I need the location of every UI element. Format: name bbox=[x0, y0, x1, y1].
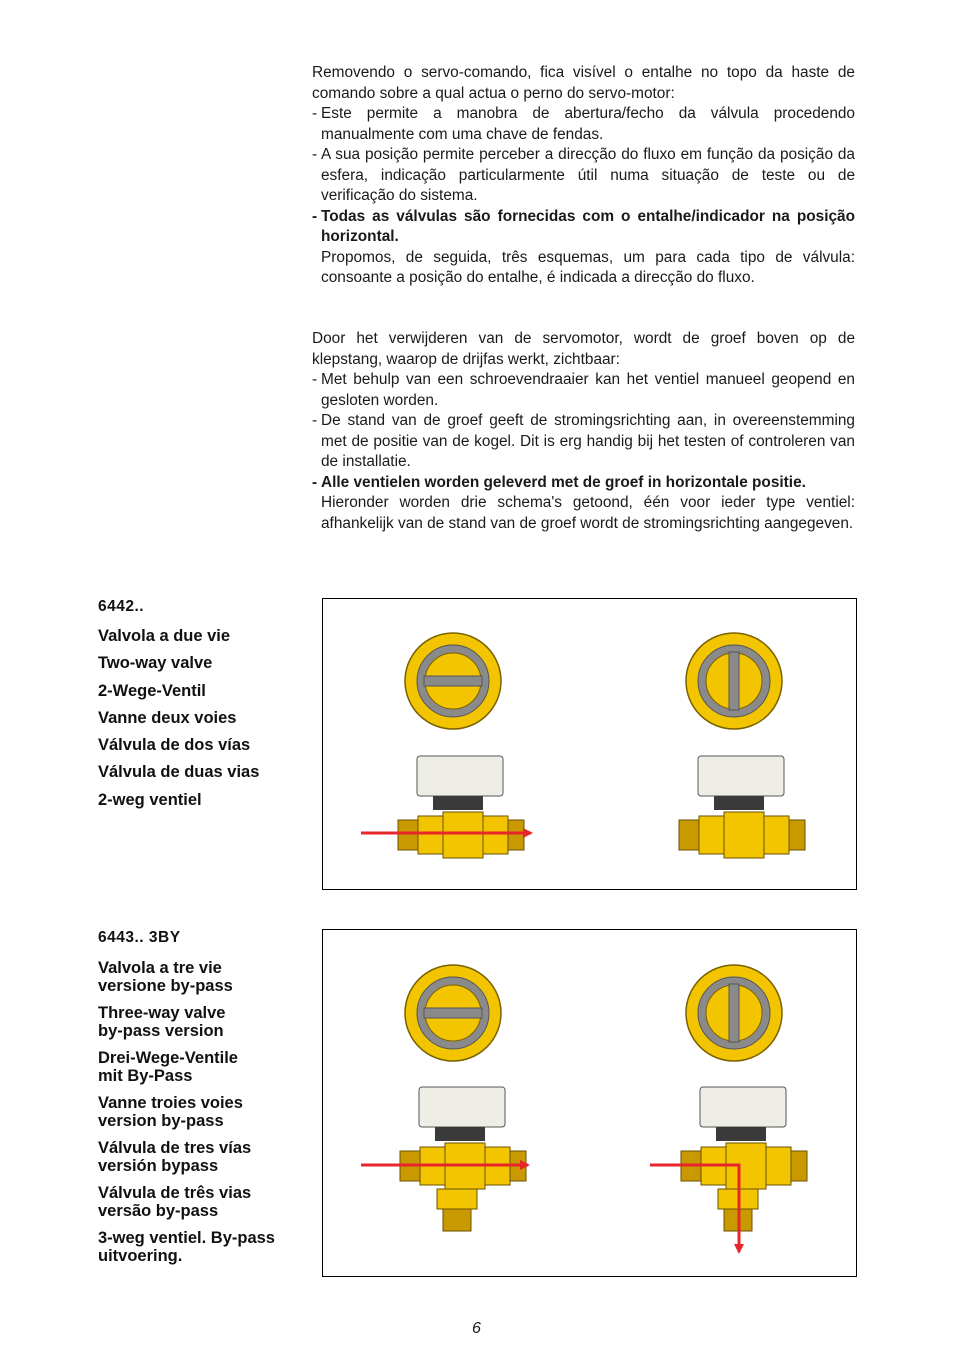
page-number: 6 bbox=[472, 1320, 481, 1337]
section-2-label: Valvola a tre vie versione by-pass bbox=[98, 959, 233, 995]
three-way-valve-bypass-icon bbox=[681, 1087, 807, 1231]
section-2-code: 6443.. 3BY bbox=[98, 929, 181, 946]
section-2-label: Vanne troies voies version by-pass bbox=[98, 1094, 243, 1130]
section-1-label: 2-Wege-Ventil bbox=[98, 681, 206, 700]
knob-slot-vertical-icon bbox=[686, 965, 782, 1061]
section-2-labels bbox=[98, 929, 313, 1265]
section-1-label: Válvula de dos vías bbox=[98, 736, 251, 755]
section-1-code: 6442.. bbox=[98, 598, 145, 615]
section-1-label: Two-way valve bbox=[98, 654, 213, 673]
nl-note: Hieronder worden drie schema's getoond, één voor ieder type ventiel: afhankelijk van de stand van de groef wordt de stromingsrichting aangegeven. bbox=[321, 494, 855, 532]
pt-note: Propomos, de seguida, três esquemas, um para cada tipo de válvula: consoante a posição do entalhe, é indicada a direcção do fluxo. bbox=[321, 248, 855, 286]
pt-bullet-1: - Este permite a manobra de abertura/fecho da válvula procedendo manualmente com uma chave de fendas. bbox=[312, 105, 855, 143]
knob-slot-horizontal-icon bbox=[405, 633, 501, 729]
nl-intro: Door het verwijderen van de servomotor, wordt de groef boven op de klepstang, waarop de drijfas werkt, zichtbaar: bbox=[312, 330, 855, 368]
nl-bullet-3: - Alle ventielen worden geleverd met de groef in horizontale positie. bbox=[312, 473, 806, 491]
pt-bullet-2: - A sua posição permite perceber a direcção do fluxo em função da posição da esfera, indicação particularmente útil numa situação de teste ou de verificação do sistema. bbox=[312, 146, 855, 204]
section-2-label: 3-weg ventiel. By-pass uitvoering. bbox=[98, 1229, 275, 1265]
nl-bullet-2: - De stand van de groef geeft de stromingsrichting aan, in overeenstemming met de positie van de kogel. Dit is erg handig bij het testen of controleren van de installatie. bbox=[312, 412, 855, 470]
section-2-label: Válvula de três vias versão by-pass bbox=[98, 1184, 252, 1220]
section-2-label: Three-way valve by-pass version bbox=[98, 1004, 226, 1040]
section-1-label: Válvula de duas vias bbox=[98, 763, 260, 782]
section-2-label: Drei-Wege-Ventile mit By-Pass bbox=[98, 1049, 238, 1085]
pt-intro: Removendo o servo-comando, fica visível o entalhe no topo da haste de comando sobre a qual actua o perno do servo-motor: bbox=[312, 64, 855, 102]
pt-text-block bbox=[312, 63, 855, 289]
section-2-label: Válvula de tres vías versión bypass bbox=[98, 1139, 252, 1175]
three-way-valve-straight-icon bbox=[400, 1087, 526, 1231]
section-1-label: Valvola a due vie bbox=[98, 627, 231, 645]
nl-text-block bbox=[312, 329, 855, 534]
knob-slot-vertical-icon bbox=[686, 633, 782, 729]
two-way-valve-closed-icon bbox=[679, 756, 805, 858]
two-way-valve-diagram bbox=[322, 598, 857, 890]
section-1-labels bbox=[98, 598, 313, 809]
nl-bullet-1: - Met behulp van een schroevendraaier kan het ventiel manueel geopend en gesloten worden. bbox=[312, 371, 855, 409]
two-way-valve-open-icon bbox=[398, 756, 524, 858]
knob-slot-horizontal-icon bbox=[405, 965, 501, 1061]
section-1-label: 2-weg ventiel bbox=[98, 790, 202, 809]
section-1-label: Vanne deux voies bbox=[98, 708, 237, 727]
three-way-valve-diagram bbox=[322, 929, 857, 1277]
pt-bullet-3: - Todas as válvulas são fornecidas com o entalhe/indicador na posição horizontal. bbox=[312, 207, 855, 245]
